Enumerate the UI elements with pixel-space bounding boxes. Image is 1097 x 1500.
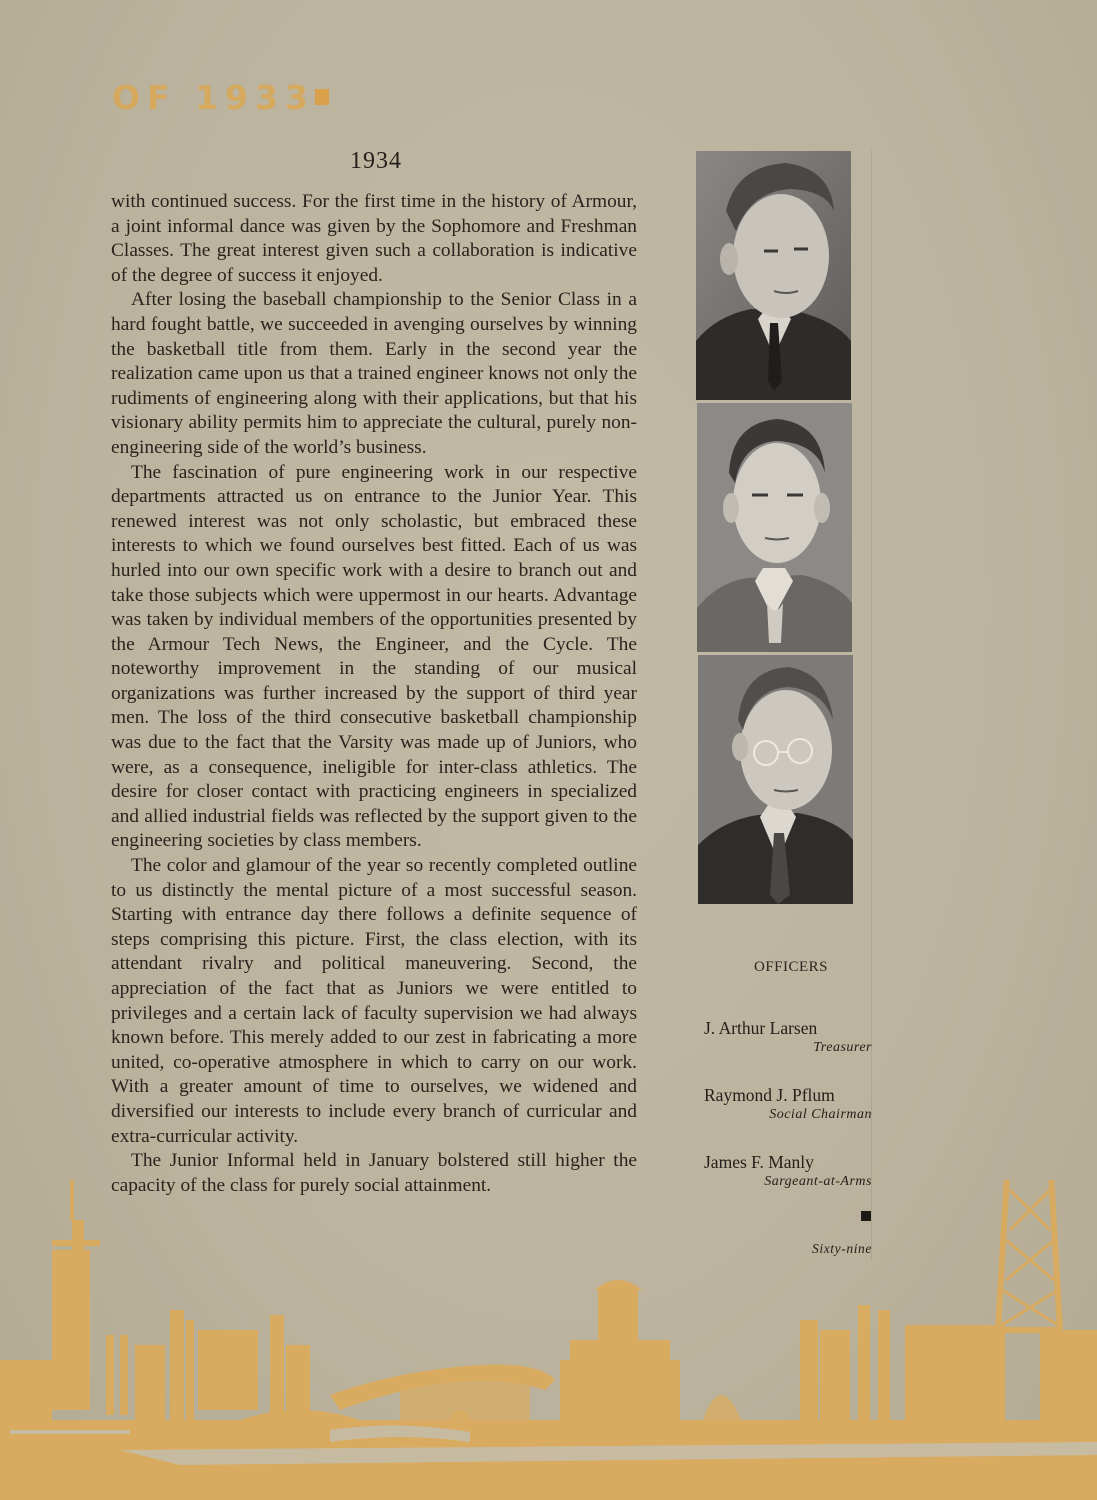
officer-name: J. Arthur Larsen <box>704 1018 818 1038</box>
page-number: Sixty-nine <box>812 1241 872 1256</box>
paragraph: After losing the baseball championship to the Senior Class in a hard fought battle, we succeeded in avenging ourselves by winning the basketball title from them. Early in the second year the realization came upon us that a trained engineer knows not only the rudiments of engineering along with their applications, but that his visionary ability permits him to appreciate the cultural, purely non-engineering side of the world’s business. <box>111 289 637 458</box>
officer-photo-3 <box>698 655 853 904</box>
paragraph: The Junior Informal held in January bolstered still higher the capacity of the class for purely social attainment. <box>111 1150 637 1196</box>
officer-name: James F. Manly <box>704 1152 814 1172</box>
section-title: OF 1933 <box>112 78 315 117</box>
officer-role: Treasurer <box>813 1040 872 1055</box>
exposition-skyline-illustration <box>0 1180 1097 1500</box>
officer-name: Raymond J. Pflum <box>704 1085 835 1105</box>
officer-entry <box>704 1085 872 1123</box>
officers-heading: OFFICERS <box>754 959 829 975</box>
officer-photos <box>696 151 854 907</box>
officer-photo-2 <box>697 403 852 652</box>
officer-role: Sargeant-at-Arms <box>764 1174 872 1189</box>
year-heading: 1934 <box>350 148 402 174</box>
officer-role: Social Chairman <box>769 1107 872 1122</box>
paragraph: The fascination of pure engineering work in our respective departments attracted us on entrance to the Junior Year. This renewed interest was not only scholastic, but embraced these interests to which we found ourselves best fitted. Each of us was hurled into our own specific work with a desire to branch out and take those subjects which were uppermost in our hearts. Advantage was taken by individual members of the opportunities presented by the Armour Tech News, the Engineer, and the Cycle. The noteworthy improvement in the standing of our musical organizations was further increased by the support of third year men. The loss of the third consecutive basketball championship was due to the fact that the Varsity was made up of Juniors, who were, as a consequence, ineligible for inter-class athletics. The desire for closer contact with practicing engineers in specialized and allied industrial fields was reflected by the support given to the engineering societies by class members. <box>111 461 637 852</box>
officer-photo-1 <box>696 151 851 400</box>
officer-entry <box>704 1018 872 1056</box>
paragraph: The color and glamour of the year so recently completed outline to us distinctly the mental picture of a most successful season. Starting with entrance day there follows a definite sequence of steps comprising this picture. First, the class election, with its attendant rivalry and political maneuvering. Second, the appreciation of the fact that as Juniors we were entitled to privileges and a certain lack of faculty supervision we had always known before. This merely added to our zest in fabricating a more united, co-operative atmosphere in which to carry on our work. With a greater amount of time to ourselves, we widened and diversified our interests to include every branch of curricular and extra-curricular activity. <box>111 855 637 1147</box>
paragraph: with continued success. For the first time in the history of Armour, a joint informal dance was given by the Sophomore and Freshman Classes. The great interest given such a collaboration is indicative of the degree of success it enjoyed. <box>111 191 637 286</box>
article-body <box>111 190 637 1198</box>
header-square-ornament <box>315 89 329 105</box>
